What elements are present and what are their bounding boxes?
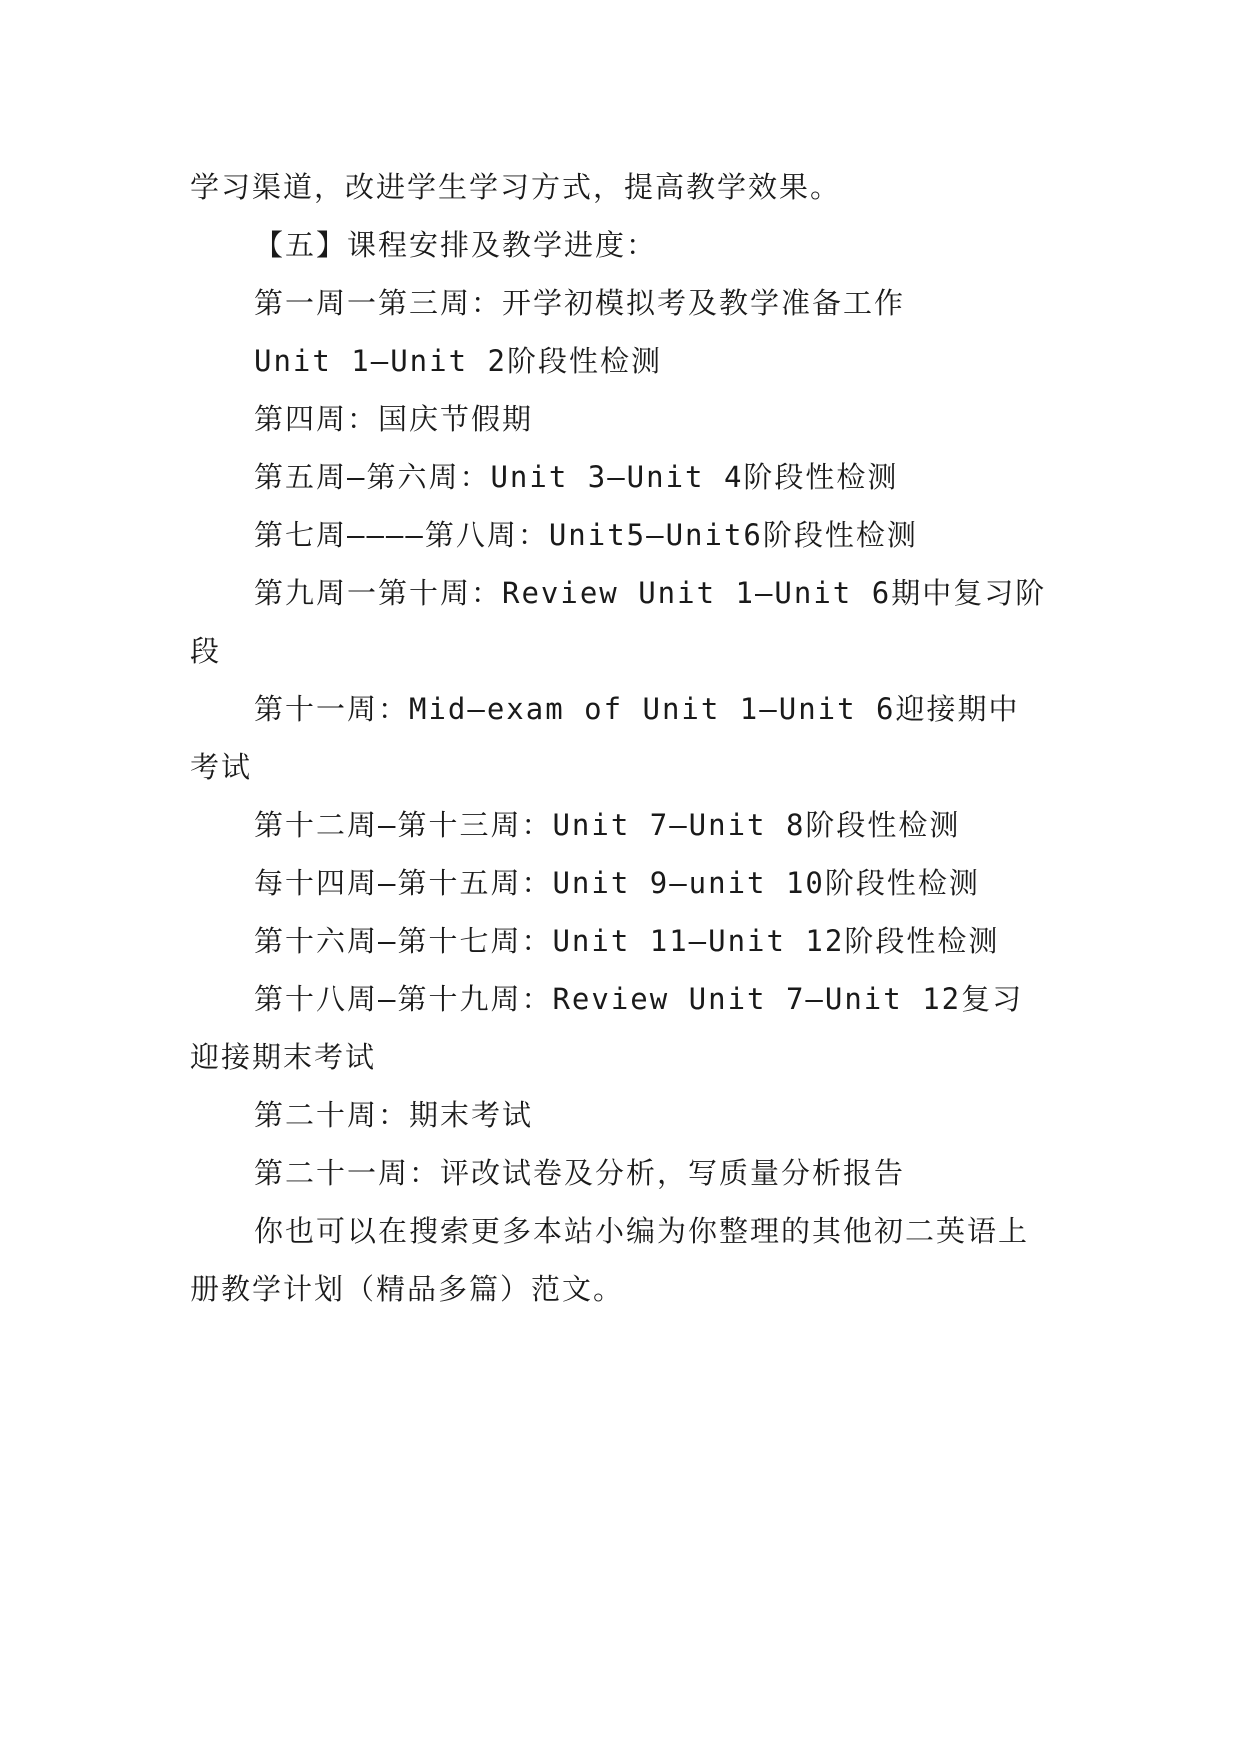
schedule-item: 第十八周—第十九周：Review Unit 7—Unit 12复习迎接期末考试 (190, 982, 1024, 1074)
schedule-item: Unit 1—Unit 2阶段性检测 (254, 344, 662, 378)
schedule-item: 第七周————第八周：Unit5—Unit6阶段性检测 (254, 518, 918, 552)
schedule-item: 第五周—第六周：Unit 3—Unit 4阶段性检测 (254, 460, 899, 494)
schedule-item: 第一周一第三周：开学初模拟考及教学准备工作 (254, 286, 906, 320)
schedule-item: 第九周一第十周：Review Unit 1—Unit 6期中复习阶段 (190, 576, 1047, 668)
section-heading: 【五】课程安排及教学进度： (254, 228, 658, 262)
schedule-item: 第十六周—第十七周：Unit 11—Unit 12阶段性检测 (254, 924, 1000, 958)
schedule-item: 第四周：国庆节假期 (254, 402, 534, 436)
schedule-item: 第二十周：期末考试 (254, 1098, 534, 1132)
schedule-item: 每十四周—第十五周：Unit 9—unit 10阶段性检测 (254, 866, 980, 900)
schedule-item: 第十一周：Mid—exam of Unit 1—Unit 6迎接期中考试 (190, 692, 1020, 784)
closing-paragraph: 你也可以在搜索更多本站小编为你整理的其他初二英语上册教学计划（精品多篇）范文。 (190, 1214, 1030, 1306)
paragraph-continuation: 学习渠道，改进学生学习方式，提高教学效果。 (190, 170, 842, 204)
schedule-item: 第二十一周：评改试卷及分析，写质量分析报告 (254, 1156, 906, 1190)
document-body (190, 158, 1050, 1318)
schedule-item: 第十二周—第十三周：Unit 7—Unit 8阶段性检测 (254, 808, 961, 842)
